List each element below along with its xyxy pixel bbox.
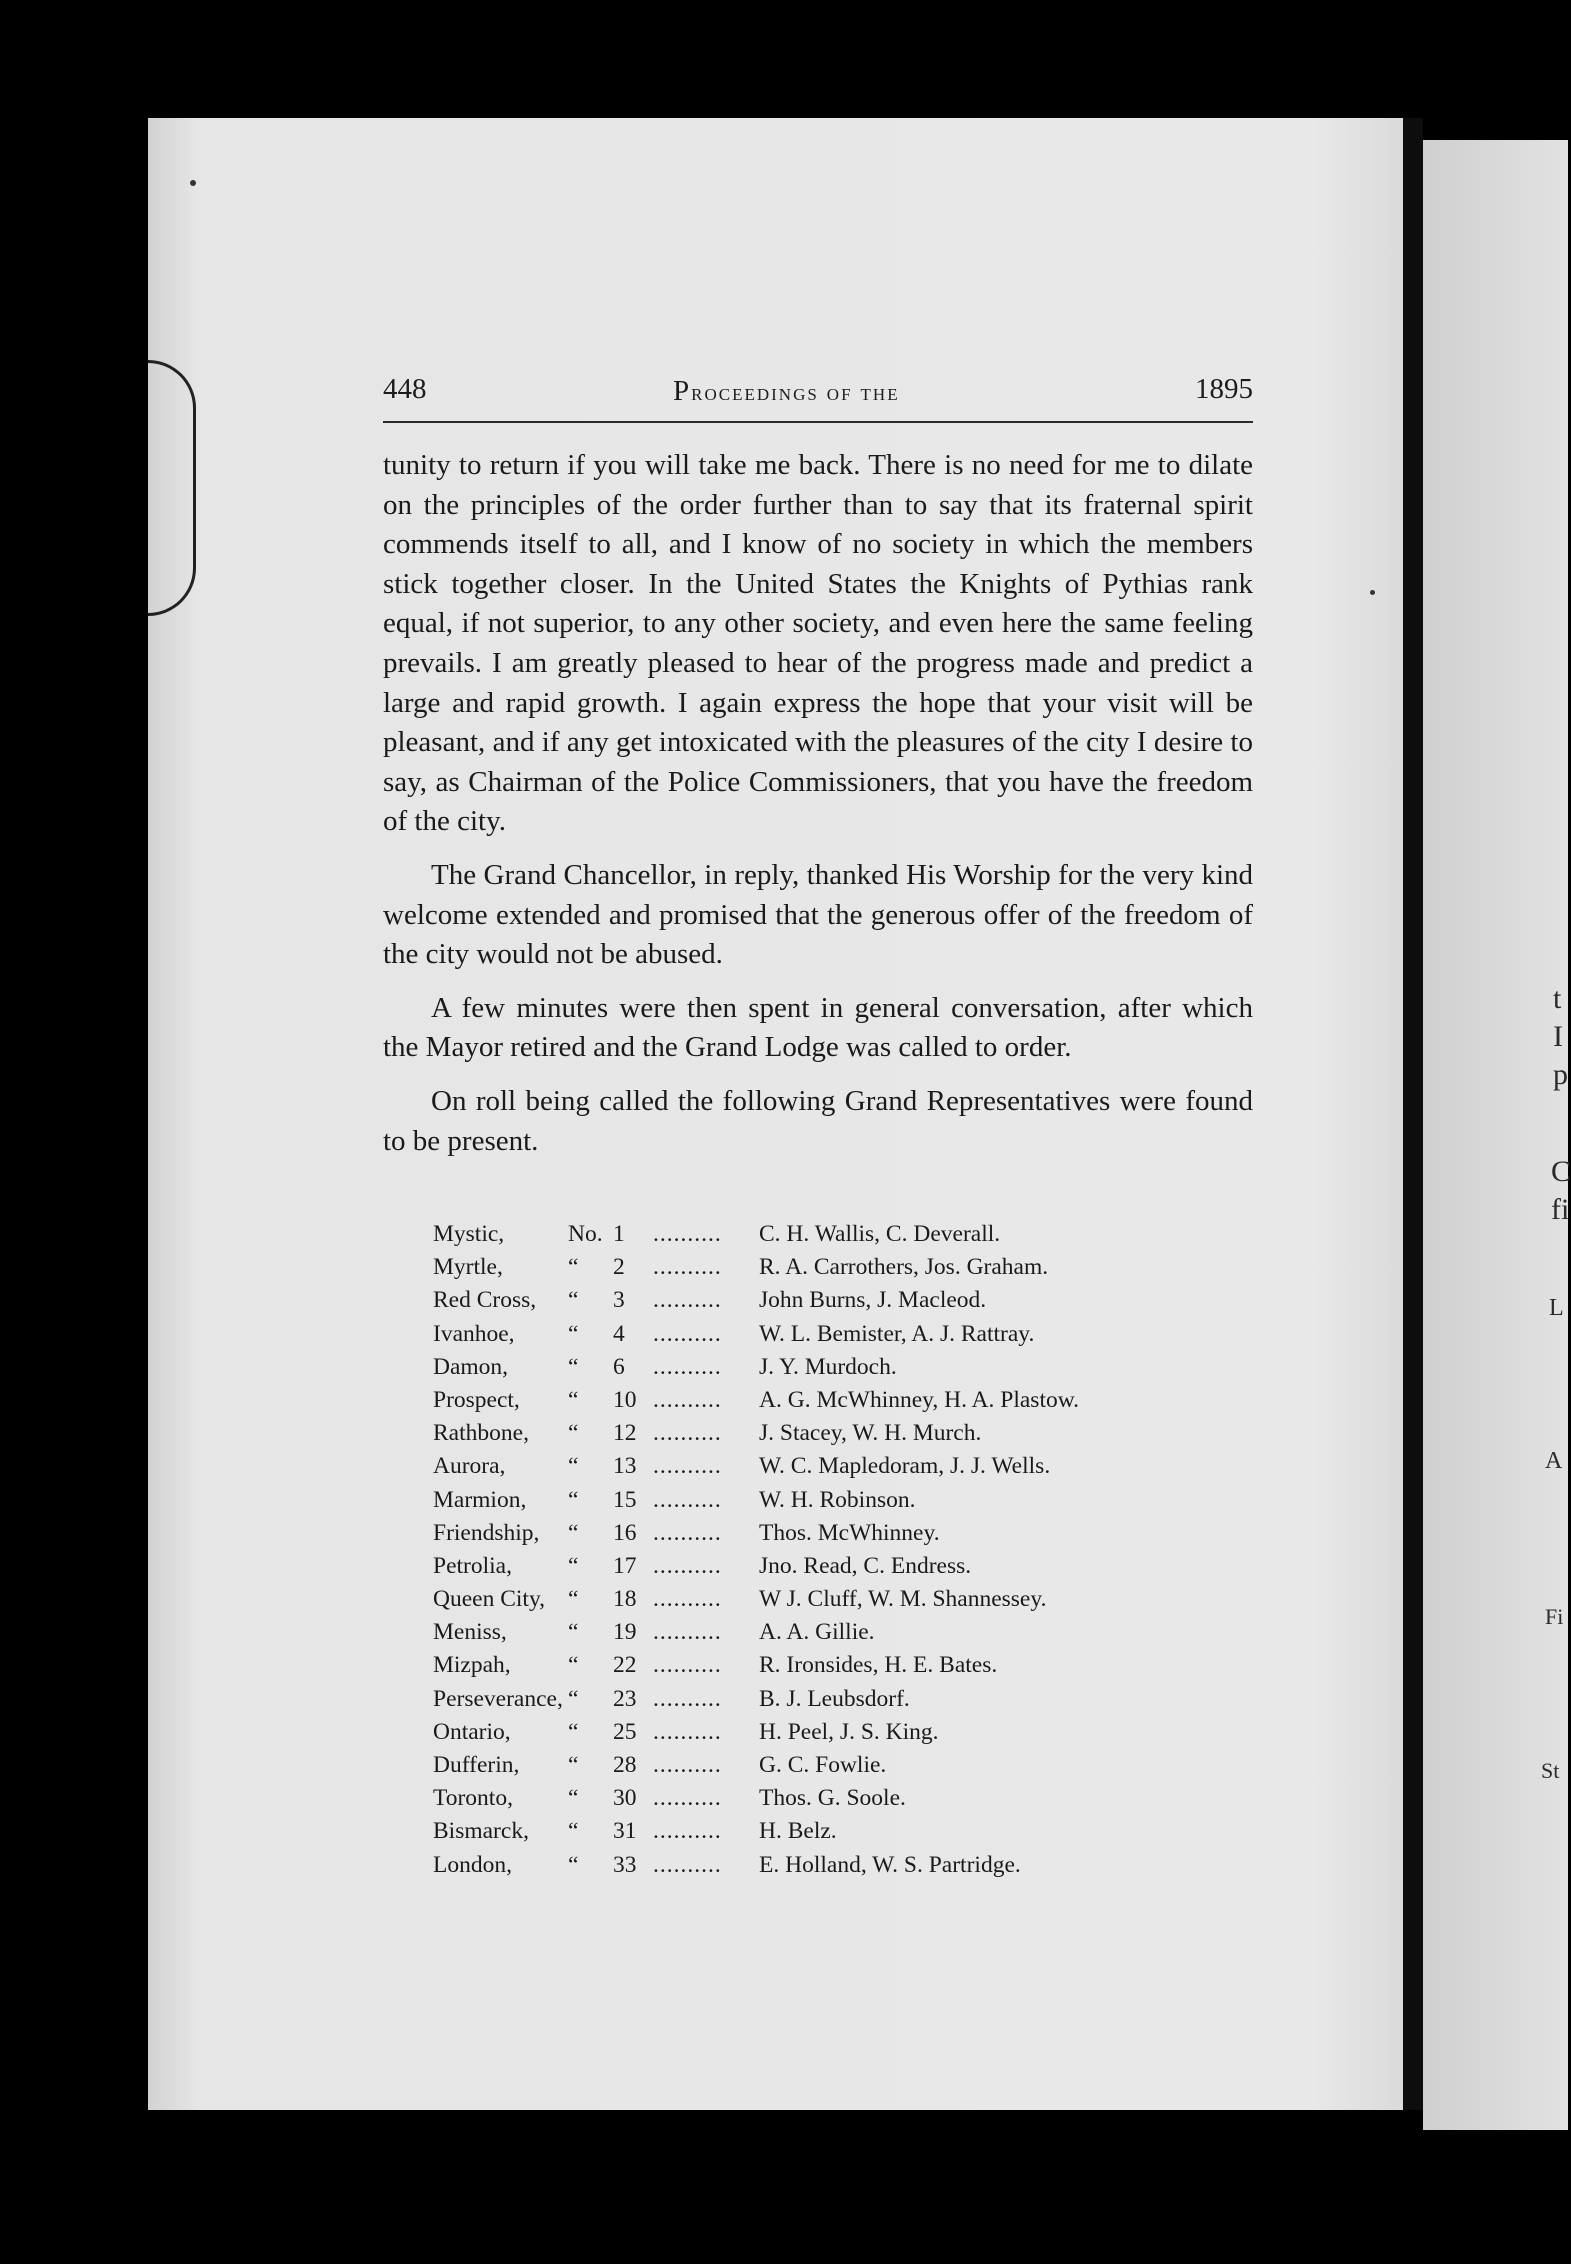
lodge-name: Bismarck, (433, 1818, 529, 1845)
lodge-number-label: “ (568, 1486, 579, 1513)
facing-page-fragment: p (1553, 1058, 1568, 1091)
roll-row (433, 1583, 1213, 1616)
lodge-name: Toronto, (433, 1785, 513, 1812)
roll-row (433, 1716, 1213, 1749)
roll-row (433, 1517, 1213, 1550)
leader-dots: .......... (653, 1752, 722, 1778)
facing-page-fragment: A (1545, 1448, 1563, 1474)
lodge-number-label: “ (568, 1420, 579, 1447)
lodge-name: Damon, (433, 1353, 509, 1380)
page-gutter (1403, 118, 1423, 2110)
lodge-number: 17 (613, 1552, 637, 1579)
header-year: 1895 (1195, 373, 1253, 405)
lodge-number-label: “ (568, 1386, 579, 1413)
roll-row (433, 1351, 1213, 1384)
representatives: A. G. McWhinney, H. A. Plastow. (759, 1386, 1080, 1413)
lodge-name: Red Cross, (433, 1287, 537, 1314)
representatives: J. Stacey, W. H. Murch. (759, 1420, 982, 1447)
leader-dots: .......... (653, 1254, 722, 1281)
running-title: Proceedings of the (673, 375, 900, 407)
paragraph: The Grand Chancellor, in reply, thanked His Worship for the very kind welcome extended and promised that the generous offer of the freedom of the city would not be abused. (383, 858, 1253, 971)
lodge-number: 15 (613, 1486, 637, 1513)
lodge-name: London, (433, 1851, 512, 1878)
representatives: W. H. Robinson. (759, 1486, 916, 1513)
roll-row (433, 1683, 1213, 1716)
representatives: B. J. Leubsdorf. (759, 1685, 910, 1712)
leader-dots: .......... (653, 1486, 722, 1513)
leader-dots: .......... (653, 1453, 722, 1480)
roll-row (433, 1318, 1213, 1351)
lodge-number-label: “ (568, 1320, 579, 1347)
lodge-number-label: “ (568, 1752, 579, 1778)
lodge-number: 19 (613, 1619, 637, 1646)
facing-page-fragment: fi (1551, 1193, 1570, 1226)
lodge-number: 12 (613, 1420, 637, 1447)
roll-row (433, 1450, 1213, 1483)
roll-row (433, 1782, 1213, 1815)
leader-dots: .......... (653, 1519, 722, 1546)
lodge-number: 6 (613, 1353, 625, 1380)
page-curl-mark (148, 360, 196, 616)
representatives: R. A. Carrothers, Jos. Graham. (759, 1254, 1049, 1281)
paragraph: A few minutes were then spent in general conversation, after which the Mayor retired and the Grand Lodge was called to order. (383, 991, 1253, 1064)
lodge-number: 22 (613, 1652, 637, 1679)
lodge-number: 18 (613, 1586, 637, 1613)
representatives: W J. Cluff, W. M. Shannessey. (759, 1586, 1047, 1613)
facing-page-fragment: t (1553, 982, 1562, 1015)
representatives: W. L. Bemister, A. J. Rattray. (759, 1320, 1035, 1347)
lodge-name: Prospect, (433, 1386, 520, 1413)
lodge-number: 30 (613, 1785, 637, 1812)
page-number: 448 (383, 373, 427, 405)
leader-dots: .......... (653, 1221, 722, 1247)
lodge-name: Mystic, (433, 1221, 505, 1247)
lodge-name: Ontario, (433, 1718, 511, 1745)
lodge-number-label: “ (568, 1851, 579, 1878)
facing-page-fragment: I (1553, 1020, 1563, 1053)
representatives: G. C. Fowlie. (759, 1752, 887, 1778)
leader-dots: .......... (653, 1287, 722, 1314)
lodge-number: 13 (613, 1453, 637, 1480)
leader-dots: .......... (653, 1386, 722, 1413)
lodge-number-label: No. (568, 1221, 603, 1247)
representatives: Thos. G. Soole. (759, 1785, 906, 1812)
roll-row (433, 1749, 1213, 1782)
representatives: J. Y. Murdoch. (759, 1353, 897, 1380)
leader-dots: .......... (653, 1818, 722, 1845)
roll-row (433, 1849, 1213, 1882)
lodge-number-label: “ (568, 1453, 579, 1480)
body-text (383, 446, 1253, 1175)
lodge-number: 31 (613, 1818, 637, 1845)
leader-dots: .......... (653, 1552, 722, 1579)
representatives: Jno. Read, C. Endress. (759, 1552, 972, 1579)
lodge-number: 1 (613, 1221, 625, 1247)
facing-page-edge (1423, 140, 1568, 2130)
facing-page-fragment: L (1549, 1295, 1564, 1321)
roll-row (433, 1251, 1213, 1284)
ink-speck (1370, 590, 1375, 595)
roll-row (433, 1417, 1213, 1450)
lodge-number-label: “ (568, 1718, 579, 1745)
lodge-number-label: “ (568, 1818, 579, 1845)
lodge-number-label: “ (568, 1652, 579, 1679)
roll-row (433, 1384, 1213, 1417)
lodge-name: Meniss, (433, 1619, 507, 1646)
lodge-number-label: “ (568, 1586, 579, 1613)
lodge-number: 33 (613, 1851, 637, 1878)
lodge-number-label: “ (568, 1287, 579, 1314)
lodge-number: 28 (613, 1752, 637, 1778)
lodge-name: Queen City, (433, 1586, 546, 1613)
representatives: John Burns, J. Macleod. (759, 1287, 987, 1314)
facing-page-fragment: St (1541, 1758, 1560, 1783)
leader-dots: .......... (653, 1851, 722, 1878)
roll-row (433, 1484, 1213, 1517)
lodge-name: Petrolia, (433, 1552, 512, 1579)
leader-dots: .......... (653, 1718, 722, 1745)
lodge-number-label: “ (568, 1785, 579, 1812)
roll-row (433, 1815, 1213, 1848)
representatives: H. Peel, J. S. King. (759, 1718, 939, 1745)
lodge-number: 2 (613, 1254, 625, 1281)
lodge-number-label: “ (568, 1519, 579, 1546)
lodge-name: Dufferin, (433, 1752, 520, 1778)
lodge-name: Rathbone, (433, 1420, 529, 1447)
lodge-name: Perseverance, (433, 1685, 563, 1712)
roll-row (433, 1284, 1213, 1317)
lodge-name: Marmion, (433, 1486, 527, 1513)
representatives: C. H. Wallis, C. Deverall. (759, 1221, 1001, 1247)
leader-dots: .......... (653, 1353, 722, 1380)
lodge-number: 4 (613, 1320, 625, 1347)
lodge-number: 10 (613, 1386, 637, 1413)
representatives: E. Holland, W. S. Partridge. (759, 1851, 1021, 1878)
roll-row (433, 1218, 1213, 1251)
lodge-number: 23 (613, 1685, 637, 1712)
lodge-number-label: “ (568, 1552, 579, 1579)
lodge-name: Mizpah, (433, 1652, 511, 1679)
lodge-name: Aurora, (433, 1453, 506, 1480)
roll-row (433, 1616, 1213, 1649)
lodge-number-label: “ (568, 1353, 579, 1380)
header-rule (383, 421, 1253, 423)
representatives: W. C. Mapledoram, J. J. Wells. (759, 1453, 1051, 1480)
roll-call-list (433, 1218, 1213, 1882)
paragraph: On roll being called the following Grand Representatives were found to be present. (383, 1084, 1253, 1157)
lodge-number: 16 (613, 1519, 637, 1546)
ink-speck (190, 180, 196, 186)
lodge-name: Friendship, (433, 1519, 540, 1546)
facing-page-fragment: Fi (1545, 1604, 1564, 1629)
lodge-number-label: “ (568, 1685, 579, 1712)
lodge-number-label: “ (568, 1619, 579, 1646)
representatives: A. A. Gillie. (759, 1619, 875, 1646)
lodge-number: 3 (613, 1287, 625, 1314)
lodge-number: 25 (613, 1718, 637, 1745)
lodge-number-label: “ (568, 1254, 579, 1281)
representatives: R. Ironsides, H. E. Bates. (759, 1652, 998, 1679)
representatives: H. Belz. (759, 1818, 837, 1845)
leader-dots: .......... (653, 1685, 722, 1712)
leader-dots: .......... (653, 1586, 722, 1613)
lodge-name: Myrtle, (433, 1254, 503, 1281)
leader-dots: .......... (653, 1785, 722, 1812)
paragraph: tunity to return if you will take me back. There is no need for me to dilate on the principles of the order further than to say that its fraternal spirit commends itself to all, and I know of no society in which the members stick together closer. In the United States the Knights of Pythias rank equal, if not superior, to any other society, and even here the same feeling prevails. I am greatly pleased to hear of the progress made and predict a large and rapid growth. I again express the hope that your visit will be pleasant, and if any get intoxicated with the pleasures of the city I desire to say, as Chairman of the Police Commissioners, that you have the freedom of the city. (383, 449, 1253, 838)
lodge-name: Ivanhoe, (433, 1320, 515, 1347)
leader-dots: .......... (653, 1652, 722, 1679)
leader-dots: .......... (653, 1320, 722, 1347)
representatives: Thos. McWhinney. (759, 1519, 940, 1546)
facing-page-fragment: C (1551, 1155, 1571, 1188)
leader-dots: .......... (653, 1619, 722, 1646)
leader-dots: .......... (653, 1420, 722, 1447)
roll-row (433, 1550, 1213, 1583)
running-header (383, 373, 1253, 417)
roll-row (433, 1649, 1213, 1682)
